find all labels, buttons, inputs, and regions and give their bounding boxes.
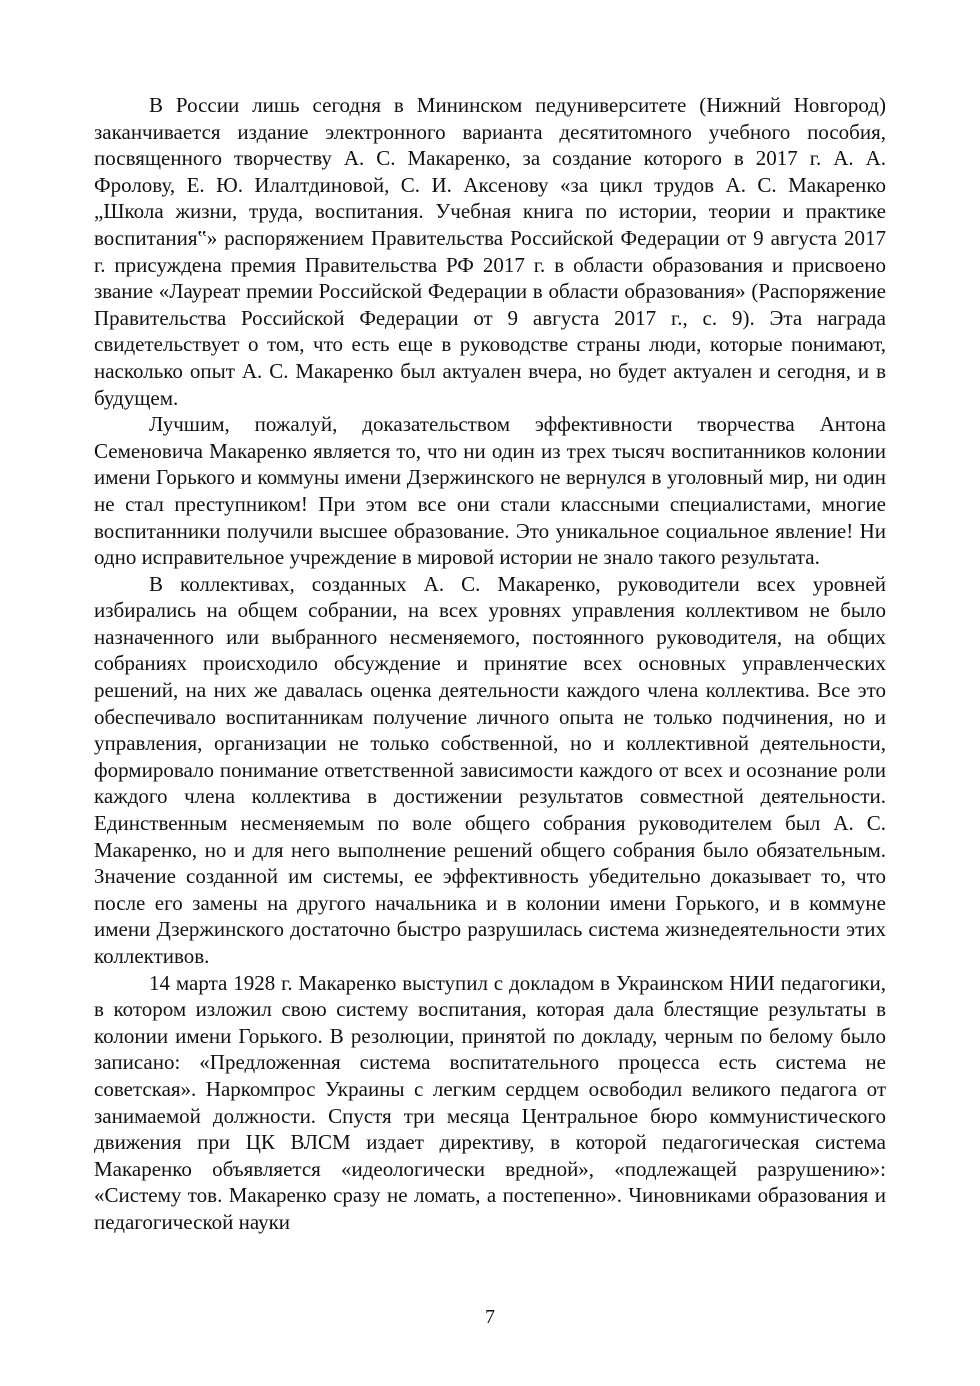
page-number: 7 xyxy=(485,1306,495,1328)
paragraph-2: Лучшим, пожалуй, доказательством эффективности творчества Антона Семеновича Макаренко является то, что ни один из трех тысяч воспитанников колонии имени Горького и коммуны имени Дзержинского не вернулся в уголовный мир, ни один не стал преступником! При этом все они стали классными специалистами, многие воспитанники получили высшее образование. Это уникальное социальное явление! Ни одно исправительное учреждение в мировой истории не знало такого результата. xyxy=(94,412,886,570)
paragraph-3: В коллективах, созданных А. С. Макаренко, руководители всех уровней избирались на общем собрании, на всех уровнях управления коллективом не было назначенного или выбранного несменяемого, постоянного руководителя, на общих собраниях происходило обсуждение и принятие всех основных управленческих решений, на них же давалась оценка деятельности каждого члена коллектива. Все это обеспечивало воспитанникам получение личного опыта не только подчинения, но и управления, организации не только собственной, но и коллективной деятельности, формировало понимание ответственной зависимости каждого от всех и осознание роли каждого члена коллектива в достижении результатов совместной деятельности. Единственным несменяемым по воле общего собрания руководителем был А. С. Макаренко, но и для него выполнение решений общего собрания было обязательным. Значение созданной им системы, ее эффективность убедительно доказывает то, что после его замены на другого начальника и в колонии имени Горького, и в коммуне имени Дзержинского достаточно быстро разрушилась система жизнедеятельности этих коллективов. xyxy=(94,571,886,968)
paragraph-1: В России лишь сегодня в Мининском педуниверситете (Нижний Новгород) заканчивается издание электронного варианта десятитомного учебного пособия, посвященного творчеству А. С. Макаренко, за создание которого в 2017 г. А. А. Фролову, Е. Ю. Илалтдиновой, С. И. Аксенову «за цикл трудов А. С. Макаренко „Школа жизни, труда, воспитания. Учебная книга по истории, теории и практике воспитания‟» распоряжением Правительства Российской Федерации от 9 августа 2017 г. присуждена премия Правительства РФ 2017 г. в области образования и присвоено звание «Лауреат премии Российской Федерации в области образования» (Распоряжение Правительства Российской Федерации от 9 августа 2017 г., с. 9). Эта награда свидетельствует о том, что есть еще в руководстве страны люди, которые понимают, насколько опыт А. С. Макаренко был актуален вчера, но будет актуален и сегодня, и в будущем. xyxy=(94,93,886,410)
page-body xyxy=(94,92,886,1236)
paragraph-4: 14 марта 1928 г. Макаренко выступил с докладом в Украинском НИИ педагогики, в котором изложил свою систему воспитания, которая дала блестящие результаты в колонии имени Горького. В резолюции, принятой по докладу, черным по белому было записано: «Предложенная система воспитательного процесса есть система не советская». Наркомпрос Украины с легким сердцем освободил великого педагога от занимаемой должности. Спустя три месяца Центральное бюро коммунистического движения при ЦК ВЛСМ издает директиву, в которой педагогическая система Макаренко объявляется «идеологически вредной», «подлежащей разрушению»: «Систему тов. Макаренко сразу не ломать, а постепенно». Чиновниками образования и педагогической науки xyxy=(94,970,886,1234)
